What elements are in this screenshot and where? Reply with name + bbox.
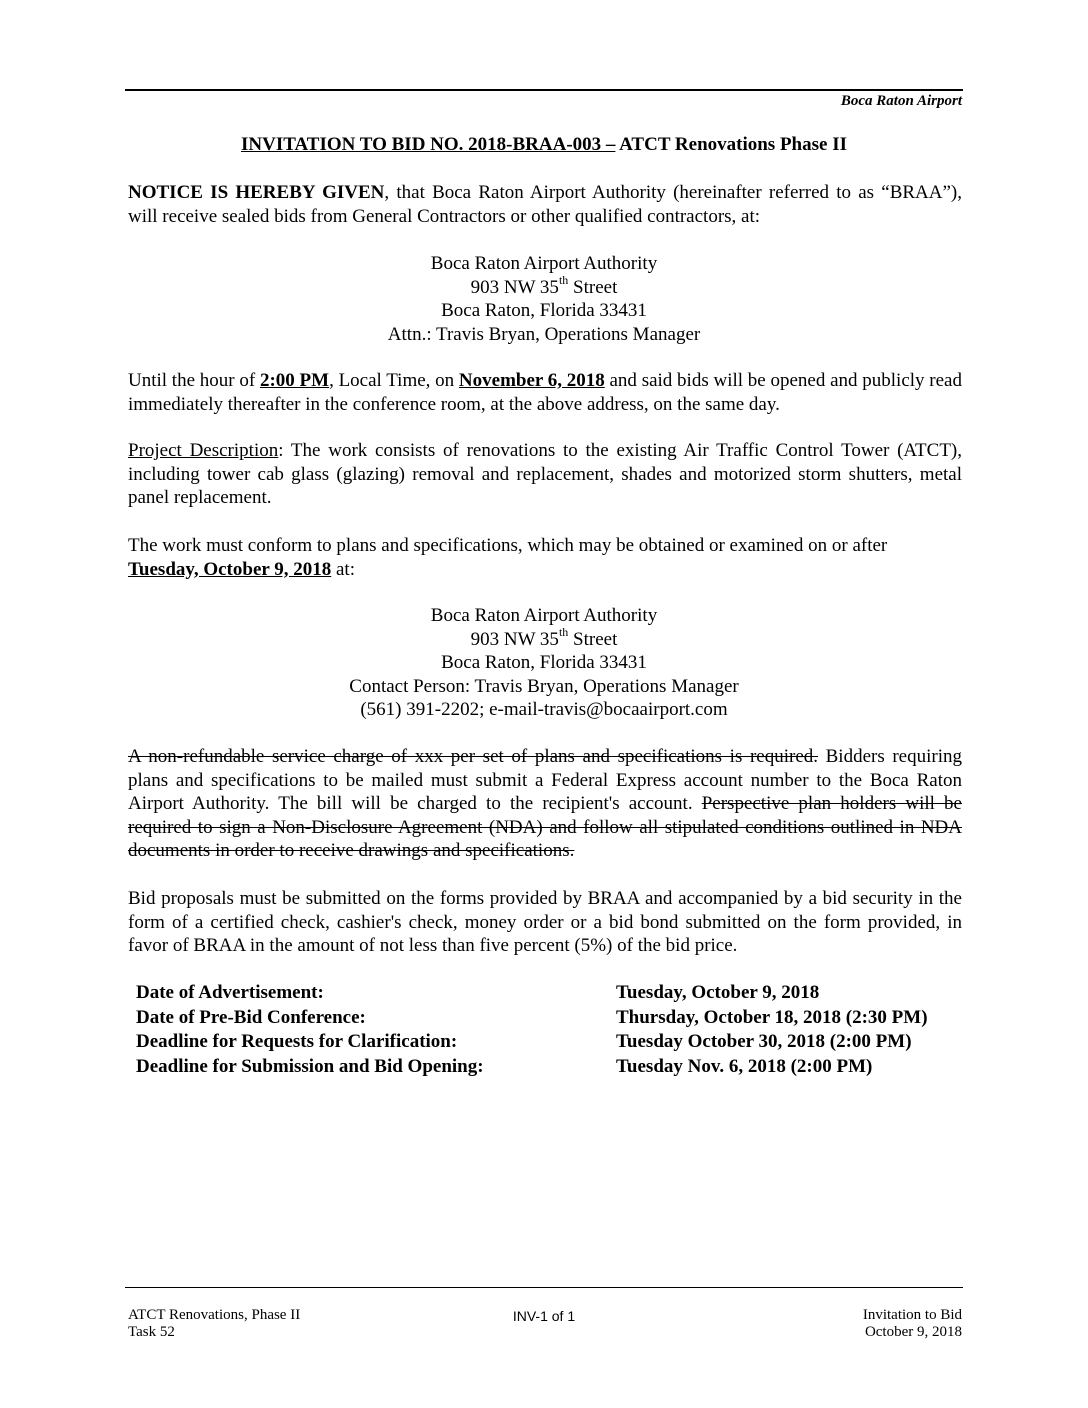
address1-city: Boca Raton, Florida 33431 [441, 300, 647, 321]
address-block-2 [0, 604, 1088, 722]
address1-attn: Attn.: Travis Bryan, Operations Manager [387, 323, 701, 345]
proposals-paragraph: Bid proposals must be submitted on the forms provided by BRAA and accompanied by a bid security in the form of a certified check, cashier's check, money order or a bid bond submitted on the form provided, in favor of BRAA in the amount of not less than five percent (5%) of the bid price. [128, 888, 962, 956]
charges-paragraph: A non-refundable service charge of xxx per set of plans and specifications is required. Bidders requiring plans and specifications to be mailed must submit a Federal Express account number to the Boca Raton Airport Authority. The bill will be charged to the recipient's account. Perspective plan holders will be required to sign a Non-Disclosure Agreement (NDA) and follow all stipulated conditions outlined in NDA documents in order to receive drawings and specifications. [128, 746, 962, 861]
address2-name: Boca Raton Airport Authority [430, 605, 658, 626]
project-paragraph: Project Description: The work consists of renovations to the existing Air Traffic Control Tower (ATCT), including tower cab glass (glazing) removal and replacement, shades and motorized storm shutters, metal panel replacement. [128, 440, 963, 508]
date-row: Date of Pre-Bid Conference: Thursday, October 18, 2018 (2:30 PM) [136, 1006, 928, 1028]
notice-paragraph [128, 181, 962, 228]
date-row: Deadline for Requests for Clarification: Tuesday October 30, 2018 (2:00 PM) [136, 1031, 912, 1052]
project-label: Project Description [128, 440, 279, 461]
struck-charge: A non-refundable service charge of xxx per set of plans and specifications is required. [128, 746, 819, 767]
address2-contact: Contact Person: Travis Bryan, Operations Manager [349, 675, 739, 697]
conform-paragraph: The work must conform to plans and specifications, which may be obtained or examined on or after Tuesday, October 9, 2018 at: [128, 535, 888, 580]
footer-rule [125, 1287, 963, 1288]
date-row: Deadline for Submission and Bid Opening: Tuesday Nov. 6, 2018 (2:00 PM) [136, 1055, 873, 1077]
page-title [0, 134, 1088, 156]
address1-name: Boca Raton Airport Authority [430, 253, 658, 274]
notice-text: , that Boca Raton Airport Authority (hereinafter referred to as “BRAA”), will receive sealed bids from General Contractors or other qualified contractors, at: [128, 182, 962, 227]
bid-time: 2:00 PM [259, 370, 330, 391]
title-suffix: ATCT Renovations Phase II [615, 134, 847, 155]
header-rule [125, 89, 963, 91]
title-prefix: INVITATION TO BID NO. 2018-BRAA-003 – [241, 134, 616, 155]
struck-nda: Perspective plan holders will be required to sign a Non-Disclosure Agreement (NDA) and follow all stipulated conditions outlined in NDA documents in order to receive drawings and specifications. [128, 793, 962, 861]
plans-date: Tuesday, October 9, 2018 [128, 558, 332, 580]
notice-lead: NOTICE IS HEREBY GIVEN [128, 182, 385, 203]
address-block-1 [0, 252, 1088, 346]
until-paragraph: Until the hour of 2:00 PM, Local Time, on November 6, 2018 and said bids will be opened and publicly read immediately thereafter in the conference room, at the above address, on the same day. [128, 370, 962, 415]
bid-date: November 6, 2018 [458, 370, 605, 391]
footer-page-number: INV-1 of 1 [512, 1308, 576, 1324]
address2-street: 903 NW 35th Street [470, 625, 618, 650]
address1-street: 903 NW 35th Street [470, 273, 618, 298]
date-row: Date of Advertisement: Tuesday, October 9, 2018 [136, 982, 820, 1003]
footer-left: ATCT Renovations, Phase II Task 52 [128, 1307, 301, 1340]
footer-right: Invitation to Bid October 9, 2018 [862, 1307, 962, 1340]
key-dates [136, 981, 976, 1079]
header-org: Boca Raton Airport [840, 93, 962, 109]
address2-phone: (561) 391-2202; e-mail-travis@bocaairport.com [360, 699, 728, 720]
address2-city: Boca Raton, Florida 33431 [441, 652, 647, 673]
